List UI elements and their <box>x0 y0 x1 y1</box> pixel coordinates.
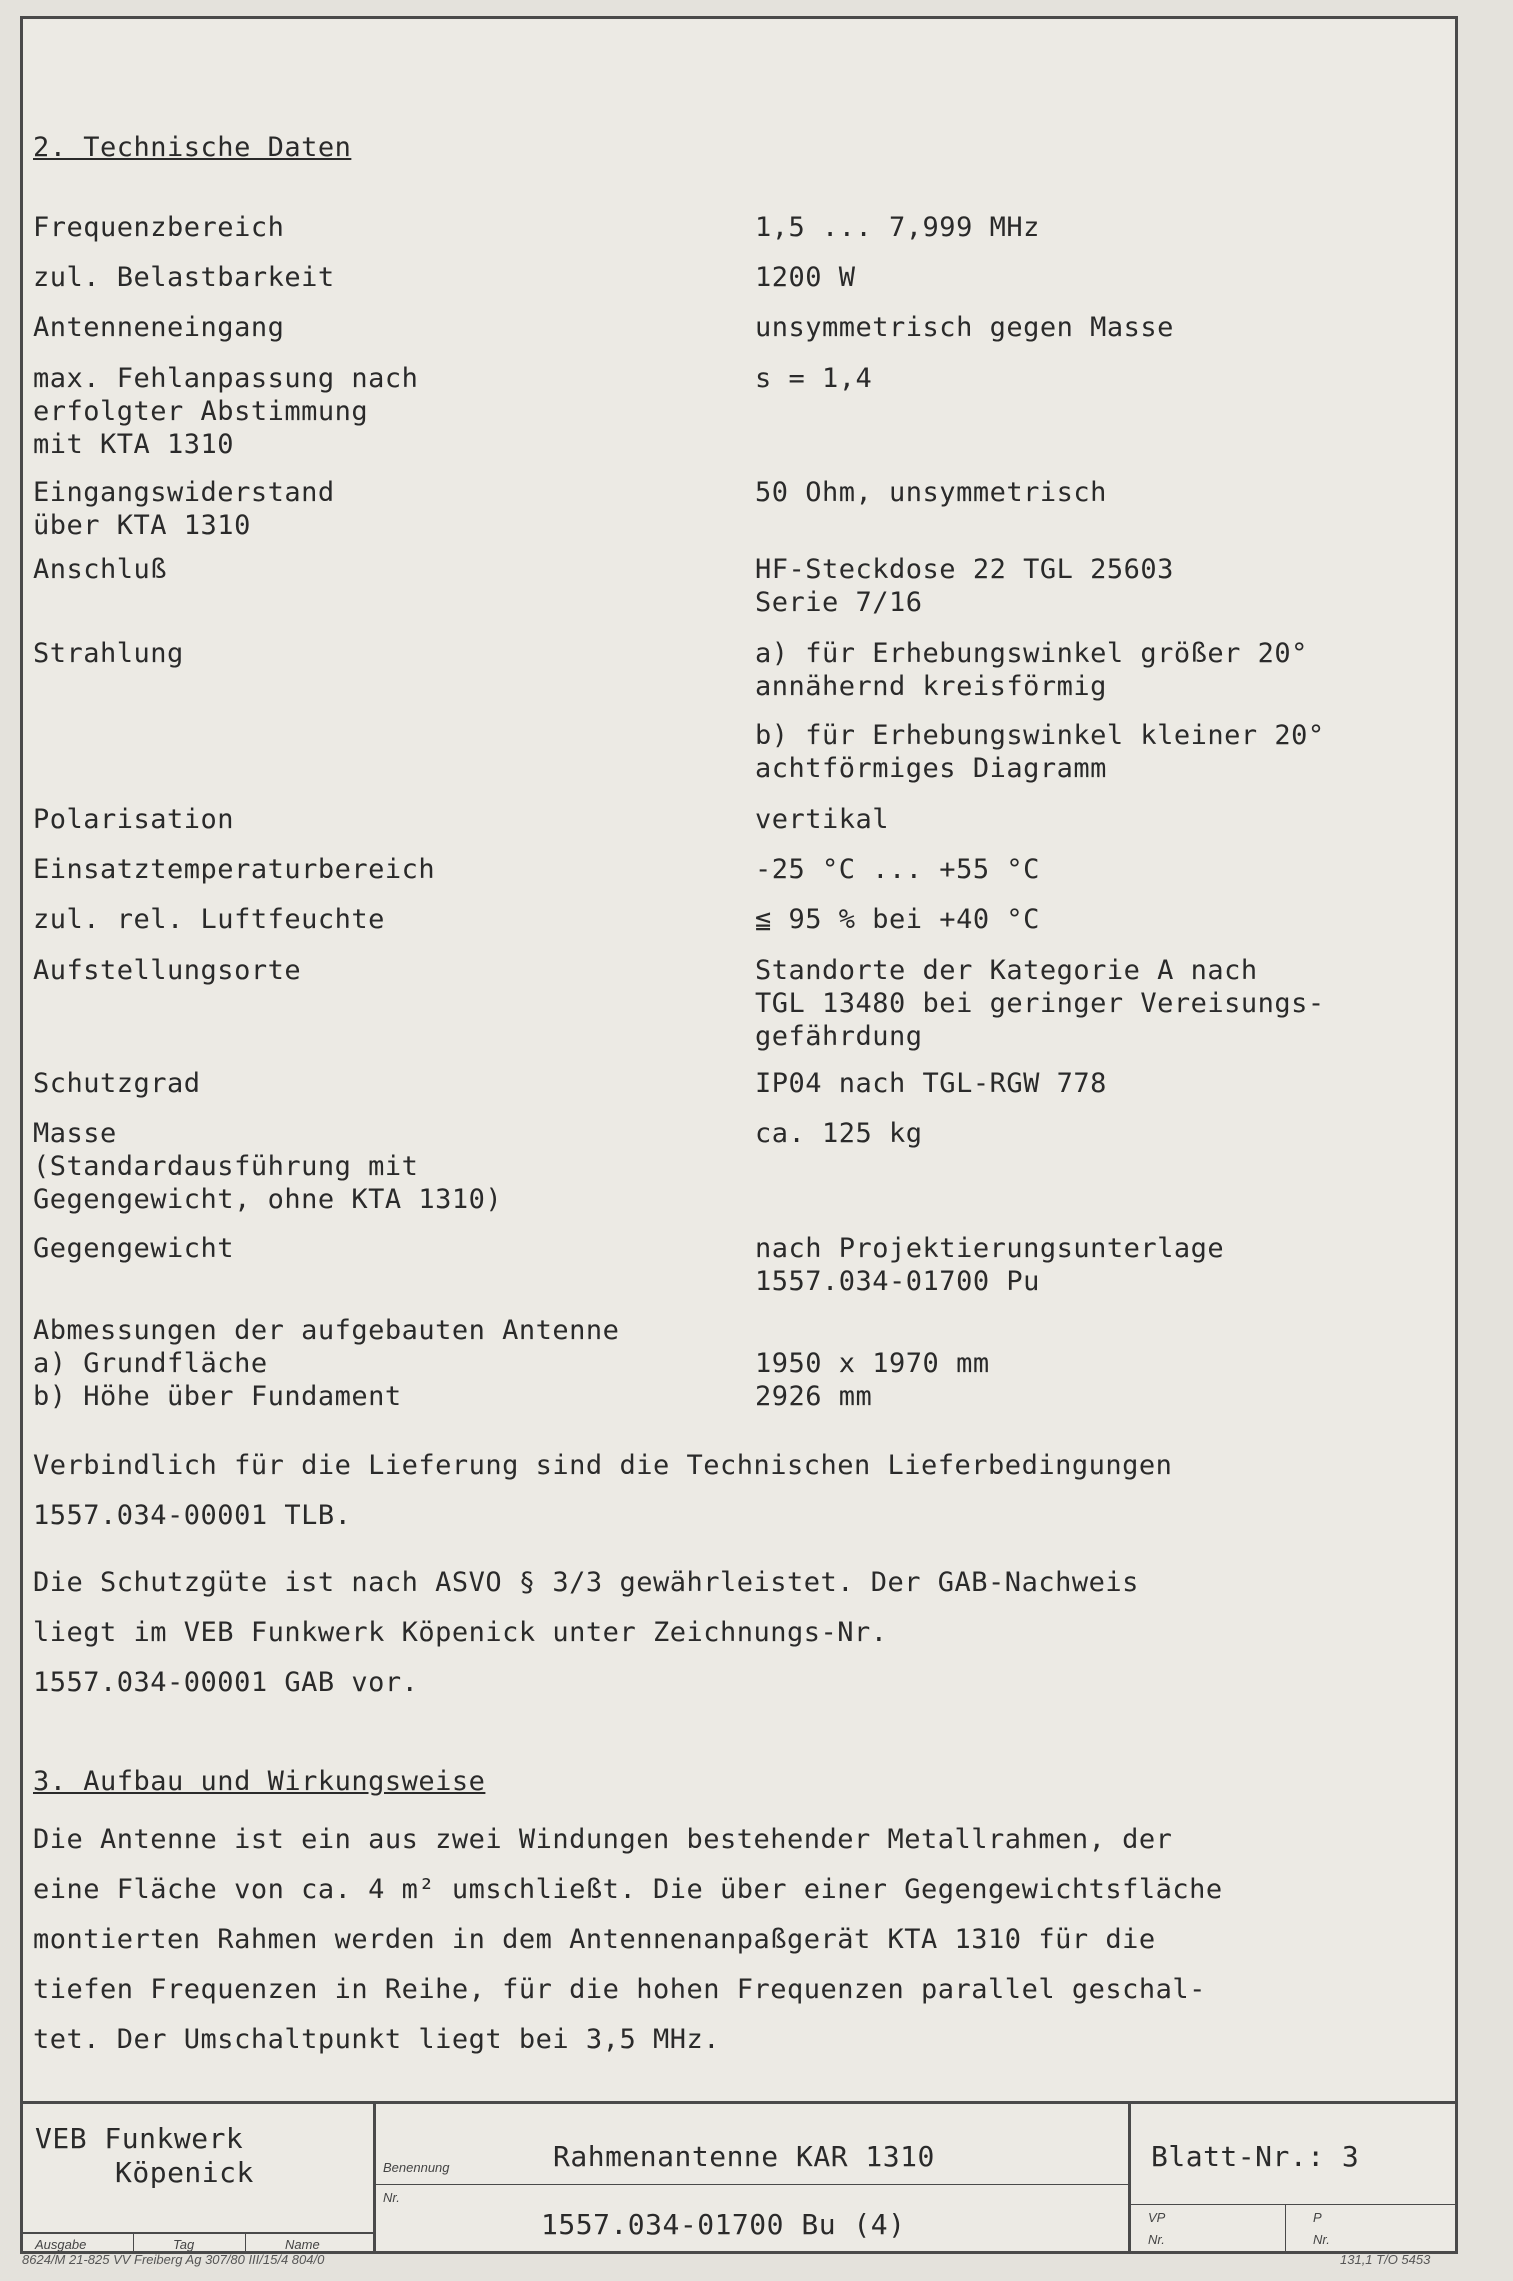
divider <box>133 2232 134 2254</box>
print-footer-left: 8624/M 21-825 VV Freiberg Ag 307/80 III/15/4 804/0 <box>22 2252 325 2267</box>
spec-value: 1,5 ... 7,999 MHz <box>755 212 1040 243</box>
divider <box>1128 2104 1131 2254</box>
spec-value: a) für Erhebungswinkel größer 20° annähernd kreisförmig <box>755 638 1308 702</box>
body-line: eine Fläche von ca. 4 m² umschließt. Die über einer Gegengewichtsfläche <box>33 1874 1223 1905</box>
spec-value: s = 1,4 <box>755 363 873 394</box>
spec-label: zul. Belastbarkeit <box>33 262 335 293</box>
divider <box>1285 2204 1286 2254</box>
spec-value: 1950 x 1970 mm 2926 mm <box>755 1348 990 1412</box>
schutzguete-note <box>33 1558 1453 1708</box>
section-3-heading: 3. Aufbau und Wirkungsweise <box>33 1766 486 1797</box>
vp-nr-label: Nr. <box>1148 2232 1165 2247</box>
schutzguete-line: liegt im VEB Funkwerk Köpenick unter Zeichnungs-Nr. <box>33 1617 888 1648</box>
spec-value: ca. 125 kg <box>755 1118 923 1149</box>
spec-label: Antenneneingang <box>33 312 285 343</box>
lieferung-line: 1557.034-00001 TLB. <box>33 1500 352 1531</box>
divider <box>373 2104 376 2254</box>
spec-value: nach Projektierungsunterlage 1557.034-01700 Pu <box>755 1233 1225 1297</box>
section-3-body <box>33 1815 1453 2065</box>
divider <box>1128 2204 1455 2205</box>
ausgabe-label: Ausgabe <box>35 2237 87 2252</box>
name-label: Name <box>285 2237 320 2252</box>
print-footer-right: 131,1 T/O 5453 <box>1340 2252 1431 2267</box>
spec-label: Anschluß <box>33 554 168 585</box>
spec-value: b) für Erhebungswinkel kleiner 20° achtförmiges Diagramm <box>755 720 1325 784</box>
divider <box>23 2232 373 2234</box>
spec-label: Frequenzbereich <box>33 212 285 243</box>
spec-value: unsymmetrisch gegen Masse <box>755 312 1174 343</box>
spec-value: IP04 nach TGL-RGW 778 <box>755 1068 1107 1099</box>
title-block <box>23 2101 1455 2254</box>
spec-label: Abmessungen der aufgebauten Antenne a) Grundfläche b) Höhe über Fundament <box>33 1315 620 1412</box>
divider <box>245 2232 246 2254</box>
spec-label: Gegengewicht <box>33 1233 235 1264</box>
spec-label: Einsatztemperaturbereich <box>33 854 436 885</box>
spec-value: 50 Ohm, unsymmetrisch <box>755 477 1107 508</box>
spec-label: Schutzgrad <box>33 1068 201 1099</box>
spec-value: HF-Steckdose 22 TGL 25603 Serie 7/16 <box>755 554 1174 618</box>
spec-value: vertikal <box>755 804 890 835</box>
document-number: 1557.034-01700 Bu (4) <box>541 2208 906 2241</box>
schutzguete-line: Die Schutzgüte ist nach ASVO § 3/3 gewährleistet. Der GAB-Nachweis <box>33 1567 1139 1598</box>
spec-label: Eingangswiderstand über KTA 1310 <box>33 477 335 541</box>
divider <box>373 2184 1128 2185</box>
spec-value: -25 °C ... +55 °C <box>755 854 1040 885</box>
document-sheet <box>20 16 1458 2254</box>
vp-label: VP <box>1148 2210 1166 2225</box>
schutzguete-line: 1557.034-00001 GAB vor. <box>33 1667 419 1698</box>
body-line: tiefen Frequenzen in Reihe, für die hohen Frequenzen parallel geschal- <box>33 1974 1206 2005</box>
spec-label: max. Fehlanpassung nach erfolgter Abstimmung mit KTA 1310 <box>33 363 419 460</box>
section-2-heading: 2. Technische Daten <box>33 132 352 163</box>
company-line-2: Köpenick <box>115 2156 254 2189</box>
spec-value: 1200 W <box>755 262 856 293</box>
lieferung-line: Verbindlich für die Lieferung sind die Technischen Lieferbedingungen <box>33 1450 1173 1481</box>
p-nr-label: Nr. <box>1313 2232 1330 2247</box>
body-line: montierten Rahmen werden in dem Antennenanpaßgerät KTA 1310 für die <box>33 1924 1156 1955</box>
body-line: tet. Der Umschaltpunkt liegt bei 3,5 MHz. <box>33 2024 720 2055</box>
document-title: Rahmenantenne KAR 1310 <box>553 2140 935 2173</box>
nr-label: Nr. <box>383 2190 400 2205</box>
spec-label: Aufstellungsorte <box>33 955 302 986</box>
spec-label: Strahlung <box>33 638 184 669</box>
p-label: P <box>1313 2210 1322 2225</box>
benennung-label: Benennung <box>383 2160 450 2175</box>
body-line: Die Antenne ist ein aus zwei Windungen bestehender Metallrahmen, der <box>33 1824 1173 1855</box>
spec-value: ≦ 95 % bei +40 °C <box>755 904 1040 935</box>
company-line-1: VEB Funkwerk <box>35 2122 244 2155</box>
tag-label: Tag <box>173 2237 195 2252</box>
sheet-number: Blatt-Nr.: 3 <box>1151 2140 1360 2173</box>
lieferung-note <box>33 1441 1453 1541</box>
spec-label: Polarisation <box>33 804 235 835</box>
spec-label: Masse (Standardausführung mit Gegengewicht, ohne KTA 1310) <box>33 1118 503 1215</box>
spec-label: zul. rel. Luftfeuchte <box>33 904 385 935</box>
spec-value: Standorte der Kategorie A nach TGL 13480 bei geringer Vereisungs- gefährdung <box>755 955 1325 1052</box>
